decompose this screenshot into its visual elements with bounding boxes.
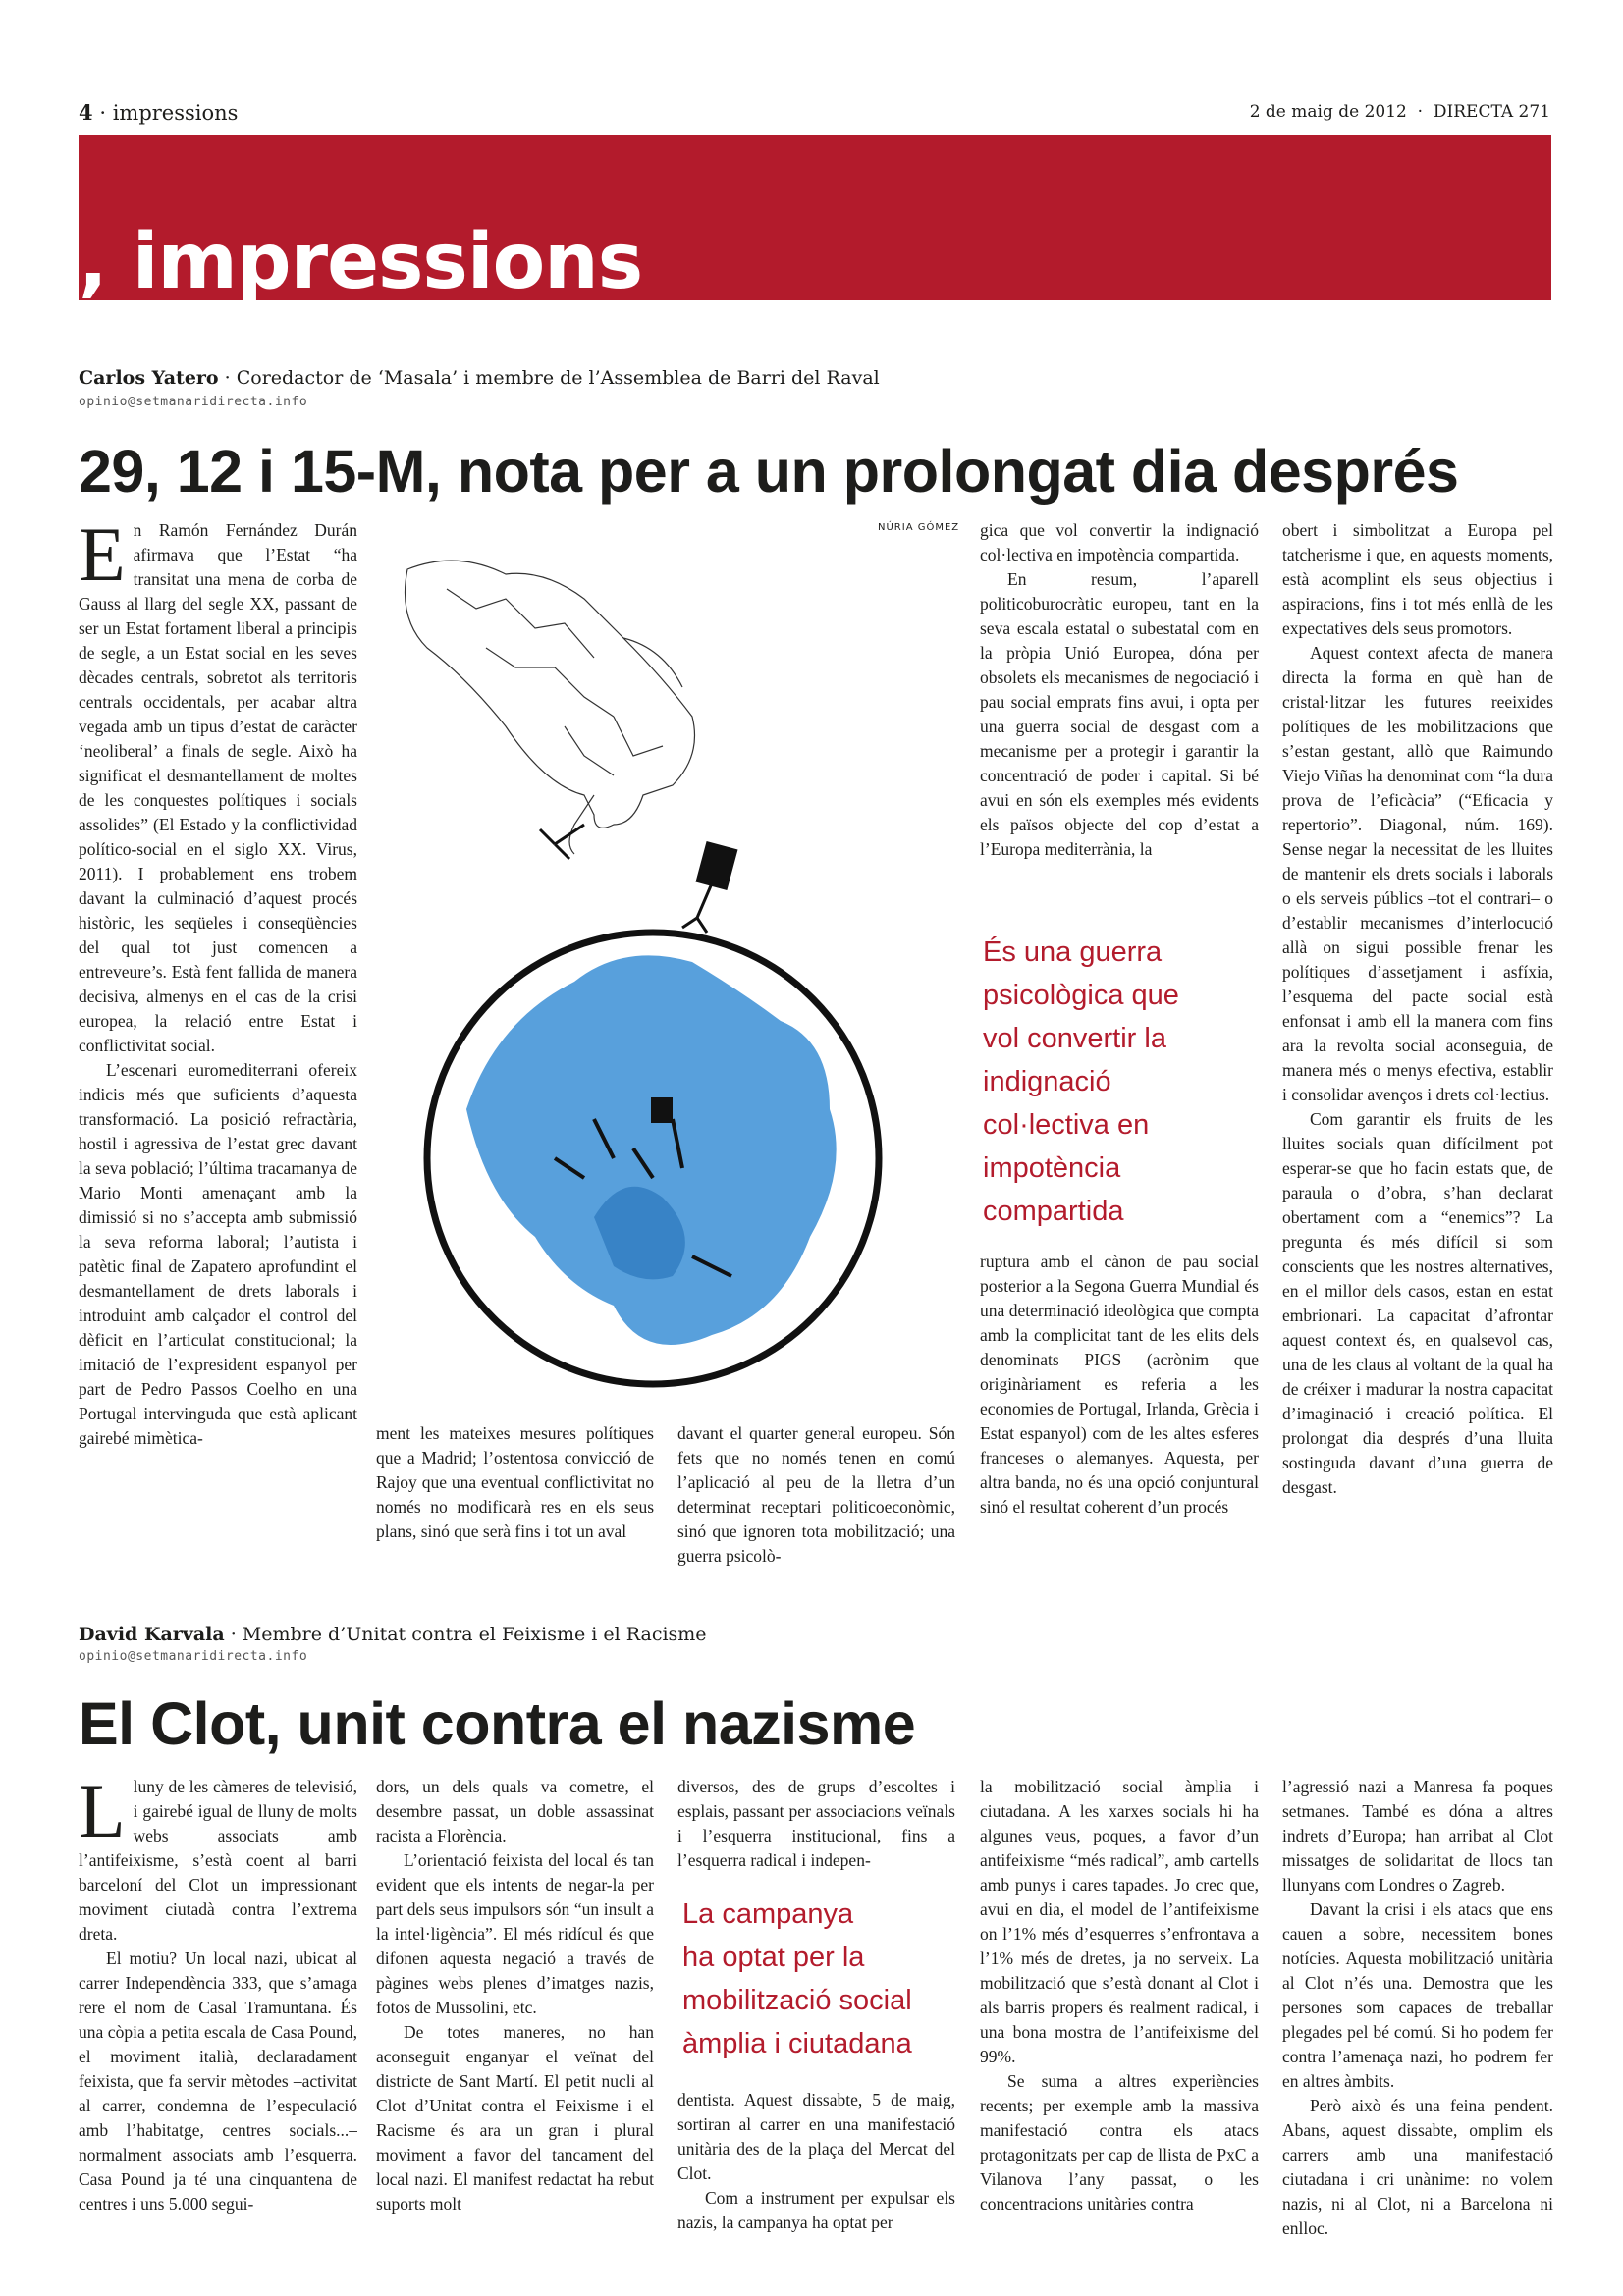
article1-para-1: [79, 518, 357, 1058]
article1-dropcap: E: [79, 518, 126, 597]
pullquote-line: col·lectiva en: [983, 1109, 1150, 1141]
article1-col4-para-1: gica que vol convertir la indignació col·lectiva en impotència compartida.: [980, 520, 1259, 564]
article1-email: opinio@setmanaridirecta.info: [79, 395, 308, 409]
issue-info: [1250, 102, 1550, 122]
article1-column-4b: [980, 1250, 1259, 1569]
article2-col5-para-1: l’agressió nazi a Manresa fa poques setmanes. També es dóna a altres indrets d’Europa; han arribat al Clot missatges de solidaritat de llocs tan llunyans com Londres o Zagreb.: [1282, 1777, 1553, 1895]
article1-col5-para-2: Aquest context afecta de manera directa la forma en què han de cristal·litzar les futures reeixides polítiques de les mobilitzacions que s’estan gestant, allò que Raimundo Viejo Viñas ha denominat com “la dura prova de l’eficàcia” (“Eficacia y repertorio”. Diagonal, núm. 169). Sense negar la necessitat de les lluites de mantenir els drets socials i laborals o els serveis públics –tot el contrari– o d’establir mecanismes d’interlocució allà on sigui possible frenar les polítiques d’assetjament i asfíxia, l’esquema del pacte social està enfonsat i amb ell la manera com fins ara la revolta social aconseguia, de manera més o menys efectiva, establir i consolidar avenços i drets col·lectius.: [1282, 643, 1553, 1104]
article2-column-1: [79, 1775, 357, 2261]
section-title: , impressions: [79, 218, 643, 306]
article2-col4-para-1: la mobilització social àmplia i ciutadana. A les xarxes socials hi ha algunes veus, poques, a favor d’un antifeixisme “més radical”, amb cartells amb punys i cares tapades. Jo crec que, avui en dia, el model de l’antifeixisme on l’1% més d’esquerres s’enfrontava a l’1% més de dretes, ja no serveix. La mobilització que s’està donant al Clot i als barris propers és realment radical, i una bona mostra de l’antifeixisme del 99%.: [980, 1777, 1259, 2066]
article2-col5-para-2: Davant la crisi i els atacs que ens cauen a sobre, necessitem bones notícies. Aquesta mobilització unitària al Clot n’és una. Demostra que les persones som capaces de treballar plegades pel bé comú. Si ho podem fer contra l’amenaça nazi, ho podrem fer en altres àmbits.: [1282, 1899, 1553, 2091]
article2-col5-para-3: Però això és una feina pendent. Abans, aquest dissabte, omplim els carrers amb una manifestació ciutadana i cri unànime: no volem nazis, ni al Clot, ni a Barcelona ni enlloc.: [1282, 2096, 1553, 2238]
article2-byline: [79, 1624, 707, 1645]
article2-column-4: [980, 1775, 1259, 2261]
article2-para-1: [79, 1775, 357, 1947]
pullquote-line: impotència: [983, 1152, 1121, 1184]
pullquote-line: ha optat per la: [682, 1942, 865, 1973]
pullquote-line: indignació: [983, 1066, 1111, 1097]
article1-col5-para-1: obert i simbolitzat a Europa pel tatcherisme i que, en aquests moments, està acomplint els seus objectius i aspiracions, fins i tot més enllà de les expectatives dels seus promotors.: [1282, 520, 1553, 638]
article1-author: Carlos Yatero: [79, 367, 219, 389]
running-header: [79, 100, 238, 125]
article2-email: opinio@setmanaridirecta.info: [79, 1649, 308, 1664]
pullquote-line: psicològica que: [983, 980, 1179, 1011]
pullquote-line: àmplia i ciutadana: [682, 2028, 912, 2059]
article1-col2-text: ment les mateixes mesures polítiques que a Madrid; l’ostentosa convicció de Rajoy que una eventual conflictivitat no només no modificarà res en els seus plans, sinó que serà fins i tot un aval: [376, 1423, 654, 1541]
pullquote-line: És una guerra: [983, 936, 1163, 968]
article2-col2-para-2: L’orientació feixista del local és tan evident que els intents de negar-la per part dels seus impulsors són “un insult a la intel·ligència”. El més ridícul és que difonen aquesta negació a través de pàgines webs plenes d’imatges nazis, fotos de Mussolini, etc.: [376, 1850, 654, 2017]
illustration: [368, 530, 957, 1394]
article2-para-1-text: luny de les càmeres de televisió, i gairebé igual de lluny de molts webs associats amb l’antifeixisme, s’està coent al barri barceloní del Clot un impressionant moviment ciutadà contra l’extrema dreta.: [79, 1777, 357, 1944]
hand-map-drawing: [406, 561, 695, 854]
pullquote-line: compartida: [983, 1196, 1124, 1227]
article2-column-3b: [677, 2088, 955, 2261]
article2-column-5: [1282, 1775, 1553, 2261]
article2-col3b-para-2: Com a instrument per expulsar els nazis, la campanya ha optat per: [677, 2188, 955, 2232]
article1-pullquote: [983, 931, 1258, 1233]
water-globe: [427, 933, 879, 1384]
article2-pullquote: [682, 1893, 957, 2065]
article2-col2-para-1: dors, un dels quals va cometre, el desembre passat, un doble assassinat racista a Florència.: [376, 1777, 654, 1845]
article1-col4b-text: ruptura amb el cànon de pau social posterior a la Segona Guerra Mundial és una determinació ideològica que compta amb la complicitat tant de les elits dels denominats PIGS (acrònim que originàriament es referia a les economies de Portugal, Irlanda, Grècia i Estat espanyol) com de les altes esferes franceses o alemanyes. Aquesta, per altra banda, no és una opció conjuntural sinó el resultat coherent d’un procés: [980, 1252, 1259, 1517]
article1-column-1: [79, 518, 357, 1569]
article1-column-2: [376, 1421, 654, 1569]
article1-col3-text: davant el quarter general europeu. Són fets que no només tenen en comú l’aplicació al peu de la lletra d’un determinat receptari politicoeconòmic, sinó que ignoren tota mobilització; una guerra psicolò-: [677, 1423, 955, 1566]
publication-name: DIRECTA 271: [1433, 102, 1550, 122]
article2-author: David Karvala: [79, 1624, 225, 1645]
article1-column-4a: [980, 518, 1259, 901]
illustration-credit: NÚRIA GÓMEZ: [878, 522, 960, 533]
article2-dropcap: L: [79, 1775, 126, 1853]
article1-byline: [79, 367, 880, 389]
article1-para-1-text: n Ramón Fernández Durán afirmava que l’Estat “ha transitat una mena de corba de Gauss al llarg del segle XX, passant de ser un Estat fortament liberal a principis de segle, a un Estat social en les seves dècades centrals, sobretot als territoris centrals occidentals, per acabar altra vegada amb un tipus d’estat de caràcter ‘neoliberal’ a finals de segle. Això ha significat el desmantellament de moltes de les conquestes polítiques i socials assolides” (El Estado y la conflictividad político-social en el siglo XX. Virus, 2011). I probablement ens trobem davant la culminació d’aquest procés històric, les seqüeles i conseqüències del qual tot just comencen a entreveure’s. Està fent fallida de manera decisiva, almenys en el cas de la crisi europea, la relació entre Estat i conflictivitat social.: [79, 520, 357, 1055]
header-section: impressions: [112, 101, 239, 125]
article1-headline: 29, 12 i 15-M, nota per a un prolongat dia després: [79, 438, 1459, 505]
article2-col4-para-2: Se suma a altres experiències recents; per exemple amb la massiva manifestació contra els atacs protagonitzats per cap de llista de PxC a Vilanova l’any passat, o les concentracions unitàries contra: [980, 2071, 1259, 2214]
page-number: 4: [79, 100, 93, 125]
article2-headline: El Clot, unit contra el nazisme: [79, 1690, 916, 1757]
article2-col3a-text: diversos, des de grups d’escoltes i esplais, passant per associacions veïnals i l’esquerra institucional, fins a l’esquerra radical i indepen-: [677, 1777, 955, 1870]
article2-col2-para-3: De totes maneres, no han aconseguit enganyar el veïnat del districte de Sant Martí. El petit nucli al Clot d’Unitat contra el Feixisme i el Racisme és ara un gran i plural moviment a favor del tancament del local nazi. El manifest redactat ha rebut suports molt: [376, 2022, 654, 2214]
article2-col3b-para-1: dentista. Aquest dissabte, 5 de maig, sortiran al carrer en una manifestació unitària des de la plaça del Mercat del Clot.: [677, 2090, 955, 2183]
article1-col4-para-2: En resum, l’aparell politicoburocràtic europeu, tant en la seva escala estatal o subestatal com en la pròpia Unió Europea, dóna per obsolets els mecanismes de negociació i pau social emprats fins avui, i opta per una guerra social de desgast com a mecanisme per a protegir i garantir la concentració de poder i capital. Si bé avui en són els exemples més evidents els països objecte del cop d’estat a l’Europa mediterrània, la: [980, 569, 1259, 859]
article1-col5-para-3: Com garantir els fruits de les lluites socials quan difícilment pot esperar-se que ho facin estats que, de paraula o d’obra, s’han declarat obertament com a “enemics”? La pregunta és més difícil si som conscients que les nostres alternatives, en el millor dels casos, estan en estat embrionari. La capacitat d’afrontar aquest context és, en qualsevol cas, una de les claus al voltant de la qual ha de créixer i madurar la nostra capacitat d’imaginació i creació política. El prolongat dia després d’una lluita sostinguda davant d’una guerra de desgast.: [1282, 1109, 1553, 1497]
article2-column-3a: [677, 1775, 955, 1873]
article1-column-3: [677, 1421, 955, 1569]
article2-column-2: [376, 1775, 654, 2261]
article1-column-5: [1282, 518, 1553, 1569]
article2-para-2: El motiu? Un local nazi, ubicat al carrer Independència 333, que s’amaga rere el nom de Casal Tramuntana. És una còpia a petita escala de Casa Pound, el moviment italià, declaradament feixista, que fa servir mètodes –activitat al carrer, condemna de l’especulació amb l’habitatge, centres socials...– normalment associats amb l’esquerra. Casa Pound ja té una cinquantena de centres i uns 5.000 segui-: [79, 1949, 357, 2214]
issue-separator: ·: [1417, 102, 1424, 122]
pullquote-line: mobilització social: [682, 1985, 912, 2016]
pullquote-line: La campanya: [682, 1898, 854, 1930]
article1-role: · Coredactor de ‘Masala’ i membre de l’Assemblea de Barri del Raval: [224, 367, 880, 389]
header-dot: ·: [99, 101, 106, 125]
article2-role: · Membre d’Unitat contra el Feixisme i el Racisme: [230, 1624, 707, 1645]
article1-para-2: L’escenari euromediterrani ofereix indicis més que suficients d’aquesta transformació. La posició refractària, hostil i agressiva de l’estat grec davant la seva població; l’última tracamanya de Mario Monti amenaçant amb la dimissió si no s’accepta amb submissió la seva reforma laboral; l’autista i patètic final de Zapatero aprofundint el desmantellament de drets laborals i introduint amb calçador el control del dèficit en l’articulat constitucional; la imitació de l’expresident espanyol per part de Pedro Passos Coelho en una Portugal intervinguda que està aplicant gairebé mimètica-: [79, 1060, 357, 1448]
pullquote-line: vol convertir la: [983, 1023, 1166, 1054]
issue-date: 2 de maig de 2012: [1249, 102, 1407, 122]
